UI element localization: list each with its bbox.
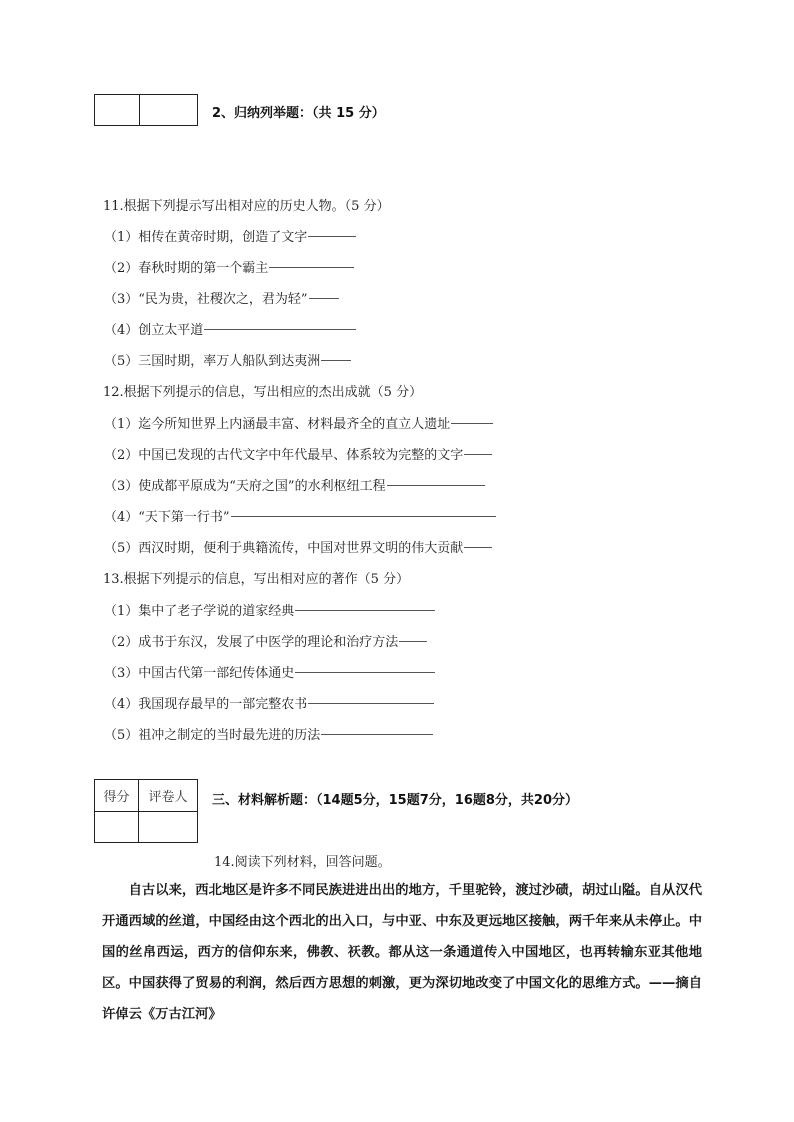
q13-item-1-label: （1）集中了老子学说的道家经典 [104,604,295,619]
q11-item-4 [104,319,356,338]
q12-item-5-label: （5）西汉时期，便利于典籍流传，中国对世界文明的伟大贡献 [104,541,464,556]
grader-cell[interactable] [139,812,197,842]
answer-blank[interactable] [464,547,492,548]
q11-item-5-label: （5）三国时期，率万人船队到达夷洲 [104,354,321,369]
q13-item-1 [104,600,435,619]
score-cell[interactable] [95,95,140,125]
q11-item-1 [104,226,356,245]
q11-item-4-label: （4）创立太平道 [104,323,204,338]
answer-blank[interactable] [231,516,496,517]
answer-blank[interactable] [204,329,356,330]
answer-blank[interactable] [321,734,433,735]
score-header: 得分 [95,780,139,812]
q12-item-2-label: （2）中国已发现的古代文字中年代最早、体系较为完整的文字 [104,448,464,463]
q12-item-1 [104,413,493,432]
score-table-section-3 [94,779,198,843]
answer-blank[interactable] [321,360,351,361]
answer-blank[interactable] [308,703,434,704]
question-13-heading: 13.根据下列提示的信息，写出相对应的著作（5 分） [103,572,410,587]
answer-blank[interactable] [309,298,339,299]
q13-item-4 [104,693,434,712]
answer-blank[interactable] [451,423,493,424]
q13-item-3-label: （3）中国古代第一部纪传体通史 [104,666,295,681]
q12-item-2 [104,444,492,463]
question-14-heading: 14.阅读下列材料，回答问题。 [214,855,391,870]
q11-item-5 [104,350,351,369]
q13-item-4-label: （4）我国现存最早的一部完整农书 [104,697,308,712]
q11-item-3-label: （3）“民为贵，社稷次之，君为轻” [104,292,308,307]
q11-item-3 [104,288,339,307]
q11-item-2-label: （2）春秋时期的第一个霸主 [104,261,269,276]
q12-item-5 [104,537,492,556]
q11-item-1-label: （1）相传在黄帝时期，创造了文字 [104,230,308,245]
q13-item-5 [104,724,433,743]
q13-item-2 [104,631,427,650]
answer-blank[interactable] [387,485,485,486]
q12-item-3-label: （3）使成都平原成为“天府之国”的水利枢纽工程 [104,479,386,494]
section-2-title: 2、归纳列举题：（共 15 分） [212,106,385,121]
q11-item-2 [104,257,354,276]
score-box-section-2 [94,94,198,126]
answer-blank[interactable] [308,236,356,237]
question-12-heading: 12.根据下列提示的信息，写出相应的杰出成就（5 分） [103,385,423,400]
q12-item-4-label: （4）“天下第一行书” [104,510,230,525]
grader-cell[interactable] [140,95,197,125]
answer-blank[interactable] [399,641,427,642]
q12-item-3 [104,475,485,494]
q13-item-3 [104,662,435,681]
answer-blank[interactable] [295,672,435,673]
reading-passage [102,875,702,1030]
q13-item-5-label: （5）祖冲之制定的当时最先进的历法 [104,728,321,743]
passage-text: 自古以来，西北地区是许多不同民族进进出出的地方，千里驼铃，渡过沙碛，胡过山隘。自从汉代开通西域的丝道，中国经由这个西北的出入口，与中亚、中东及更远地区接触，两千年来从未停止。中国的丝帛西运，西方的信仰东来，佛教、祆教。都从这一条通道传入中国地区，也再转输东亚其他地区。中国获得了贸易的利润，然后西方思想的刺激，更为深切地改变了中国文化的思维方式。——摘自许倬云《万古江河》 [102,883,702,1022]
question-11-heading: 11.根据下列提示写出相对应的历史人物。（5 分） [103,199,390,214]
answer-blank[interactable] [464,454,492,455]
q12-item-4 [104,506,496,525]
score-cell[interactable] [95,812,139,842]
grader-header: 评卷人 [139,780,197,812]
answer-blank[interactable] [295,610,435,611]
section-3-title: 三、材料解析题：（14题5分，15题7分，16题8分，共20分） [212,793,578,808]
answer-blank[interactable] [269,267,354,268]
q13-item-2-label: （2）成书于东汉，发展了中医学的理论和治疗方法 [104,635,399,650]
q12-item-1-label: （1）迄今所知世界上内涵最丰富、材料最齐全的直立人遗址 [104,417,451,432]
